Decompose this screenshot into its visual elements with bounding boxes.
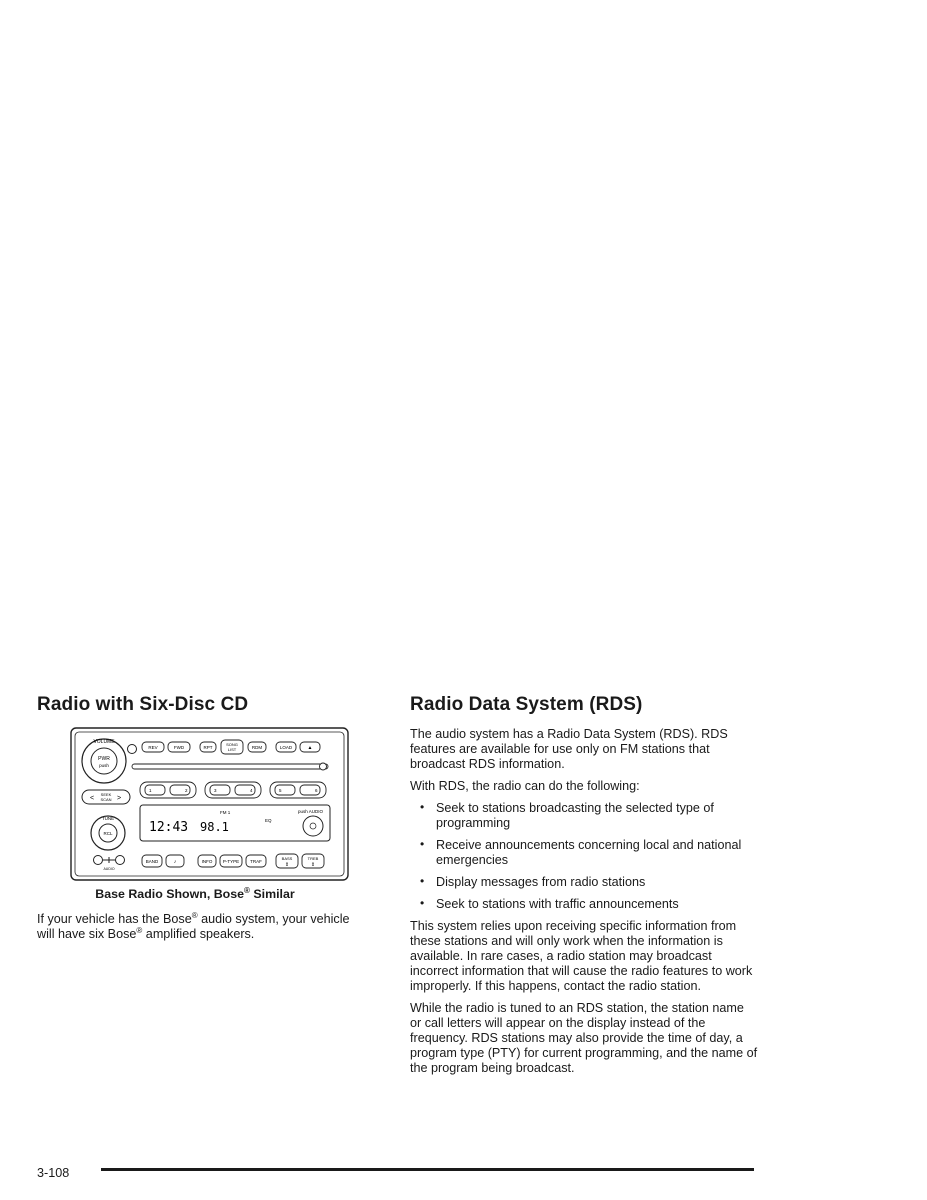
section-heading-radio-six-disc: Radio with Six-Disc CD [37, 694, 249, 715]
svg-text:EQ: EQ [265, 818, 272, 823]
rds-reliance-paragraph: This system relies upon receiving specific information from these stations and will only work when the information is available. In rare cases, a radio station may broadcast incorrect information that will cause the radio features to work improperly. If this happens, contact the radio station. [410, 919, 753, 993]
preset-buttons [140, 782, 326, 798]
left-column [37, 694, 353, 949]
svg-text:▲: ▲ [307, 745, 313, 751]
svg-text:SCAN: SCAN [100, 797, 112, 802]
rds-display-paragraph: While the radio is tuned to an RDS station, the station name or call letters will appear on the display instead of the frequency. RDS stations may also provide the time of day, a program type (PTY) for current programming, and the name of the program being broadcast. [410, 1001, 758, 1075]
svg-text:INFO: INFO [201, 859, 213, 864]
rds-intro-paragraph: The audio system has a Radio Data System (RDS). RDS features are available for use only on FM stations that broadcast RDS information. [410, 727, 728, 771]
svg-text:push: push [99, 763, 109, 768]
svg-text:TUNE: TUNE [101, 816, 115, 821]
svg-text:AUDIO: AUDIO [103, 867, 115, 871]
svg-text:P-TYPE: P-TYPE [222, 859, 240, 864]
list-item: • Seek to stations broadcasting the selected type of programming [420, 800, 714, 830]
svg-text:5: 5 [279, 788, 282, 793]
svg-text:RDM: RDM [251, 745, 263, 750]
svg-text:FWD: FWD [173, 745, 185, 750]
svg-text:FM 1: FM 1 [220, 810, 231, 815]
bose-paragraph: If your vehicle has the Bose® audio system, your vehicle will have six Bose® amplified speakers. [37, 911, 350, 941]
list-item: • Receive announcements concerning local and national emergencies [420, 837, 742, 867]
footer-rule [101, 1168, 754, 1171]
svg-text:RPT: RPT [203, 745, 213, 750]
svg-text:TRAF: TRAF [250, 859, 262, 864]
tune-knob [91, 816, 125, 850]
svg-text:12:43: 12:43 [149, 820, 189, 835]
svg-text:push AUDIO: push AUDIO [298, 809, 324, 814]
indicator-light [128, 745, 137, 754]
svg-text:2: 2 [185, 788, 188, 793]
svg-text:VOLUME: VOLUME [93, 739, 115, 745]
svg-text:>: > [117, 795, 122, 802]
cd-slot [132, 764, 328, 769]
svg-text:⇕: ⇕ [284, 862, 290, 868]
svg-text:♪: ♪ [173, 859, 177, 865]
svg-text:3: 3 [214, 788, 217, 793]
svg-text:REV: REV [148, 745, 158, 750]
svg-text:<: < [90, 795, 95, 802]
svg-text:LIST: LIST [227, 747, 237, 752]
svg-text:SEEK: SEEK [100, 792, 112, 797]
radio-caption: Base Radio Shown, Bose® Similar [95, 886, 295, 901]
volume-knob [82, 739, 126, 783]
svg-text:PWR: PWR [98, 756, 110, 762]
radio-illustration [70, 727, 349, 881]
svg-text:LOAD: LOAD [279, 745, 293, 750]
svg-text:98.1: 98.1 [200, 820, 229, 834]
section-heading-rds: Radio Data System (RDS) [410, 694, 643, 715]
page-number: 3-108 [37, 1166, 70, 1180]
svg-text:1: 1 [149, 788, 152, 793]
svg-text:6: 6 [315, 788, 318, 793]
svg-text:BASS: BASS [281, 856, 293, 861]
svg-text:SONG: SONG [226, 742, 238, 747]
svg-text:4: 4 [250, 788, 253, 793]
rds-feature-list [410, 801, 758, 912]
rds-list-intro: With RDS, the radio can do the following: [410, 779, 640, 793]
svg-text:BAND: BAND [145, 859, 159, 864]
svg-text:TREB: TREB [307, 856, 319, 861]
list-item: • Display messages from radio stations [420, 874, 646, 889]
list-item: • Seek to stations with traffic announcements [420, 896, 679, 911]
svg-text:RCL: RCL [103, 831, 113, 836]
right-column [410, 694, 758, 1083]
svg-text:⇕: ⇕ [310, 862, 316, 868]
